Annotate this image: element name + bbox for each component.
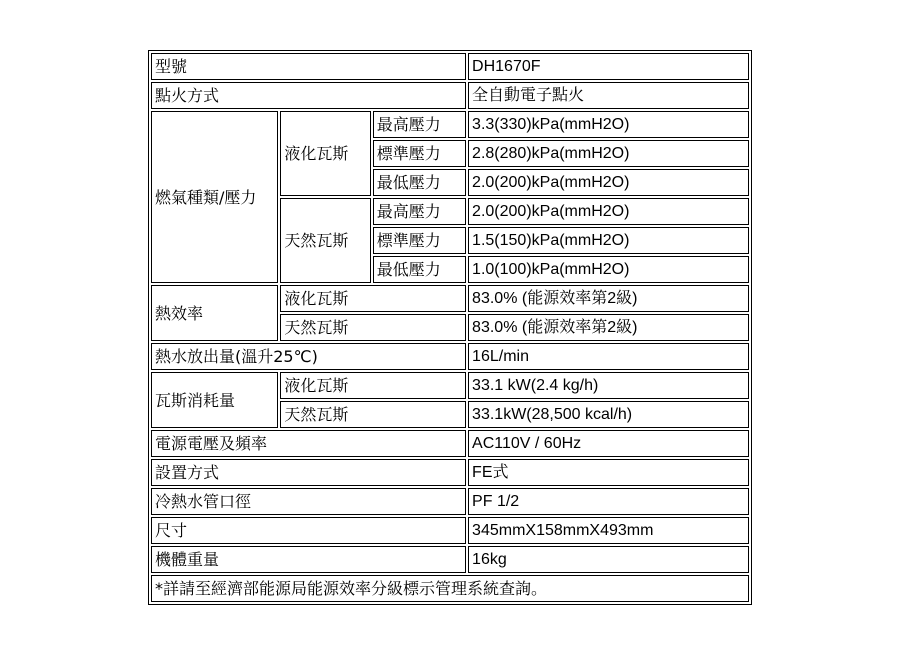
size-label: 尺寸 xyxy=(151,517,466,544)
row-footnote xyxy=(151,575,749,602)
row-pipe xyxy=(151,488,749,515)
row-power xyxy=(151,430,749,457)
consumption-lpg-label: 液化瓦斯 xyxy=(280,372,466,399)
row-weight xyxy=(151,546,749,573)
lpg-min-label: 最低壓力 xyxy=(373,169,466,196)
output-label: 熱水放出量(溫升25℃) xyxy=(151,343,466,370)
row-consumption-lpg xyxy=(151,372,749,399)
pipe-label: 冷熱水管口徑 xyxy=(151,488,466,515)
lpg-pressure-label: 液化瓦斯 xyxy=(280,111,370,196)
pipe-value: PF 1/2 xyxy=(468,488,749,515)
lpg-std-value: 2.8(280)kPa(mmH2O) xyxy=(468,140,749,167)
row-ignition xyxy=(151,82,749,109)
ng-std-label: 標準壓力 xyxy=(373,227,466,254)
model-value: DH1670F xyxy=(468,53,749,80)
install-label: 設置方式 xyxy=(151,459,466,486)
output-value: 16L/min xyxy=(468,343,749,370)
ng-max-value: 2.0(200)kPa(mmH2O) xyxy=(468,198,749,225)
gas-pressure-label: 燃氣種類/壓力 xyxy=(151,111,278,283)
ng-std-value: 1.5(150)kPa(mmH2O) xyxy=(468,227,749,254)
row-output xyxy=(151,343,749,370)
consumption-label: 瓦斯消耗量 xyxy=(151,372,278,428)
efficiency-ng-value: 83.0% (能源效率第2級) xyxy=(468,314,749,341)
spec-table xyxy=(148,50,752,605)
ng-max-label: 最高壓力 xyxy=(373,198,466,225)
power-label: 電源電壓及頻率 xyxy=(151,430,466,457)
row-install xyxy=(151,459,749,486)
weight-value: 16kg xyxy=(468,546,749,573)
ignition-value: 全自動電子點火 xyxy=(468,82,749,109)
lpg-std-label: 標準壓力 xyxy=(373,140,466,167)
efficiency-lpg-value: 83.0% (能源效率第2級) xyxy=(468,285,749,312)
lpg-max-label: 最高壓力 xyxy=(373,111,466,138)
ng-min-label: 最低壓力 xyxy=(373,256,466,283)
model-label: 型號 xyxy=(151,53,466,80)
efficiency-lpg-label: 液化瓦斯 xyxy=(280,285,466,312)
size-value: 345mmX158mmX493mm xyxy=(468,517,749,544)
efficiency-label: 熱效率 xyxy=(151,285,278,341)
ng-min-value: 1.0(100)kPa(mmH2O) xyxy=(468,256,749,283)
consumption-lpg-value: 33.1 kW(2.4 kg/h) xyxy=(468,372,749,399)
footnote: *詳請至經濟部能源局能源效率分級標示管理系統查詢。 xyxy=(151,575,749,602)
lpg-min-value: 2.0(200)kPa(mmH2O) xyxy=(468,169,749,196)
install-value: FE式 xyxy=(468,459,749,486)
efficiency-ng-label: 天然瓦斯 xyxy=(280,314,466,341)
weight-label: 機體重量 xyxy=(151,546,466,573)
row-efficiency-lpg xyxy=(151,285,749,312)
ignition-label: 點火方式 xyxy=(151,82,466,109)
power-value: AC110V / 60Hz xyxy=(468,430,749,457)
lpg-max-value: 3.3(330)kPa(mmH2O) xyxy=(468,111,749,138)
ng-pressure-label: 天然瓦斯 xyxy=(280,198,370,283)
row-lpg-max xyxy=(151,111,749,138)
row-model xyxy=(151,53,749,80)
consumption-ng-value: 33.1kW(28,500 kcal/h) xyxy=(468,401,749,428)
consumption-ng-label: 天然瓦斯 xyxy=(280,401,466,428)
row-size xyxy=(151,517,749,544)
